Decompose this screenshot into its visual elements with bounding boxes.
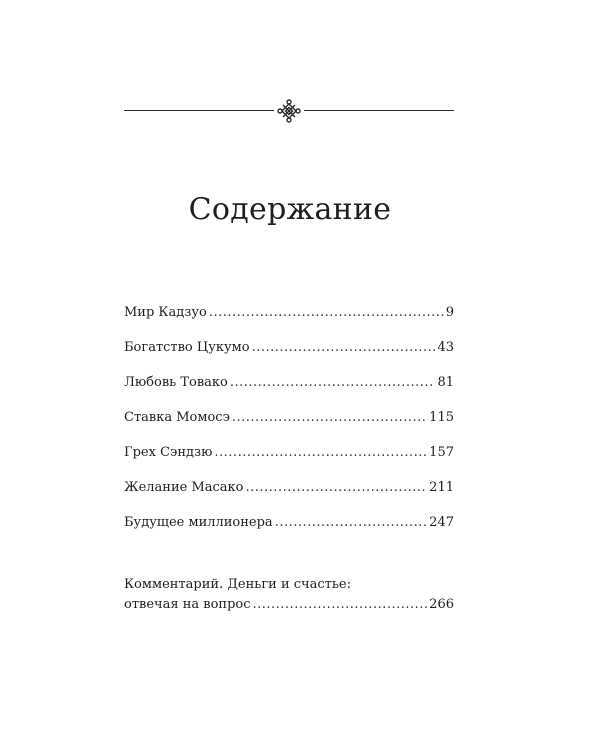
- commentary-label-line2: отвечая на вопрос: [124, 597, 251, 612]
- toc-entry-label: Мир Кадзуо: [124, 305, 207, 320]
- toc-leader-dots: [214, 444, 427, 461]
- toc-leader-dots: [246, 479, 428, 496]
- toc-entry-page: 157: [429, 445, 454, 460]
- toc-entry[interactable]: [124, 339, 454, 356]
- commentary-label-line1: Комментарий. Деньги и счастье:: [124, 577, 351, 592]
- toc-entry[interactable]: [124, 374, 454, 391]
- commentary-page: 266: [429, 597, 454, 612]
- toc-leader-dots: [275, 514, 427, 531]
- toc-entry-label: Желание Масако: [124, 480, 244, 495]
- toc-entry-page: 115: [429, 410, 454, 425]
- table-of-contents: [124, 304, 454, 531]
- toc-entry-commentary[interactable]: [124, 575, 454, 612]
- toc-entry-label: Богатство Цукумо: [124, 340, 250, 355]
- toc-entry-page: 247: [429, 515, 454, 530]
- toc-entry[interactable]: [124, 304, 454, 321]
- commentary-entry-line2: [124, 595, 454, 612]
- toc-leader-dots: [209, 304, 444, 321]
- toc-leader-dots: [253, 595, 428, 615]
- toc-entry-page: 81: [437, 375, 454, 390]
- ornament-line-right: [304, 110, 454, 111]
- toc-entry-label: Ставка Момосэ: [124, 410, 230, 425]
- toc-entry[interactable]: [124, 479, 454, 496]
- toc-entry[interactable]: [124, 444, 454, 461]
- toc-entry[interactable]: [124, 409, 454, 426]
- toc-leader-dots: [230, 374, 436, 391]
- header-ornament: [124, 99, 454, 123]
- ornament-line-left: [124, 110, 274, 111]
- endless-knot-icon: [277, 99, 301, 123]
- toc-entry-page: 211: [429, 480, 454, 495]
- toc-entry-page: 9: [445, 305, 454, 320]
- toc-entry[interactable]: [124, 514, 454, 531]
- toc-leader-dots: [252, 339, 436, 356]
- toc-entry-label: Грех Сэндзю: [124, 445, 213, 460]
- toc-entry-label: Будущее миллионера: [124, 515, 273, 530]
- page-title: Содержание: [188, 192, 392, 228]
- toc-entry-label: Любовь Товако: [124, 375, 228, 390]
- toc-entry-page: 43: [437, 340, 454, 355]
- toc-leader-dots: [232, 409, 427, 426]
